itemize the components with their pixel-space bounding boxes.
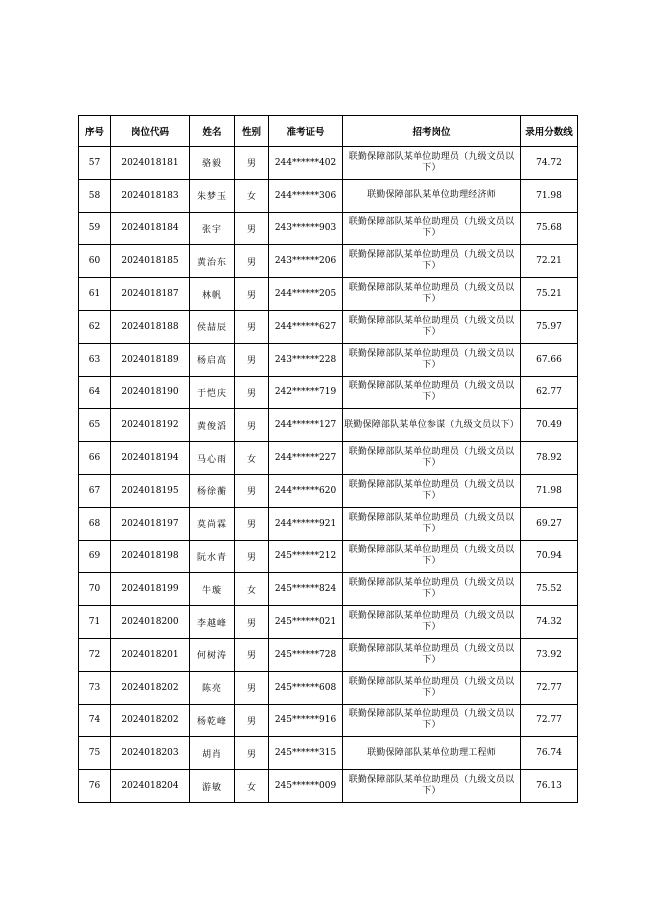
recruit-post-cell: 联勤保障部队某单位助理员（九级文员以下） — [343, 507, 521, 540]
gender-cell: 女 — [235, 179, 269, 212]
recruit-post-cell: 联勤保障部队某单位助理员（九级文员以下） — [343, 376, 521, 409]
recruit-post-cell: 联勤保障部队某单位助理员（九级文员以下） — [343, 245, 521, 278]
table-header-row — [79, 116, 578, 147]
post-code-cell: 2024018181 — [111, 147, 190, 180]
ticket-number-cell: 243******228 — [269, 343, 343, 376]
gender-cell: 男 — [235, 606, 269, 639]
recruit-post-cell: 联勤保障部队某单位助理工程师 — [343, 737, 521, 770]
score-cell: 73.92 — [521, 638, 578, 671]
score-cell: 75.52 — [521, 573, 578, 606]
serial-cell: 58 — [79, 179, 111, 212]
name-cell: 胡肖 — [190, 737, 235, 770]
ticket-number-cell: 244******127 — [269, 409, 343, 442]
table-row — [79, 376, 578, 409]
score-cell: 78.92 — [521, 442, 578, 475]
header-score-line: 录用分数线 — [521, 116, 578, 147]
post-code-cell: 2024018190 — [111, 376, 190, 409]
post-code-cell: 2024018189 — [111, 343, 190, 376]
table-row — [79, 343, 578, 376]
table-row — [79, 671, 578, 704]
recruit-post-cell: 联勤保障部队某单位助理员（九级文员以下） — [343, 671, 521, 704]
post-code-cell: 2024018203 — [111, 737, 190, 770]
gender-cell: 男 — [235, 278, 269, 311]
name-cell: 陈亮 — [190, 671, 235, 704]
ticket-number-cell: 244******921 — [269, 507, 343, 540]
table-row — [79, 573, 578, 606]
name-cell: 马心雨 — [190, 442, 235, 475]
name-cell: 林帆 — [190, 278, 235, 311]
name-cell: 阮水青 — [190, 540, 235, 573]
score-cell: 70.49 — [521, 409, 578, 442]
post-code-cell: 2024018197 — [111, 507, 190, 540]
table-row — [79, 606, 578, 639]
score-cell: 62.77 — [521, 376, 578, 409]
name-cell: 朱梦玉 — [190, 179, 235, 212]
gender-cell: 男 — [235, 310, 269, 343]
post-code-cell: 2024018185 — [111, 245, 190, 278]
ticket-number-cell: 245******021 — [269, 606, 343, 639]
serial-cell: 76 — [79, 770, 111, 803]
post-code-cell: 2024018202 — [111, 704, 190, 737]
gender-cell: 男 — [235, 704, 269, 737]
table-row — [79, 638, 578, 671]
table-row — [79, 278, 578, 311]
score-cell: 71.98 — [521, 474, 578, 507]
ticket-number-cell: 245******009 — [269, 770, 343, 803]
gender-cell: 男 — [235, 409, 269, 442]
name-cell: 牛璇 — [190, 573, 235, 606]
gender-cell: 女 — [235, 442, 269, 475]
table-row — [79, 310, 578, 343]
serial-cell: 60 — [79, 245, 111, 278]
gender-cell: 男 — [235, 638, 269, 671]
table-row — [79, 737, 578, 770]
name-cell: 于恺庆 — [190, 376, 235, 409]
recruit-post-cell: 联勤保障部队某单位助理员（九级文员以下） — [343, 540, 521, 573]
ticket-number-cell: 245******728 — [269, 638, 343, 671]
name-cell: 杨徐蘅 — [190, 474, 235, 507]
serial-cell: 67 — [79, 474, 111, 507]
serial-cell: 74 — [79, 704, 111, 737]
serial-cell: 71 — [79, 606, 111, 639]
gender-cell: 男 — [235, 737, 269, 770]
ticket-number-cell: 244******205 — [269, 278, 343, 311]
ticket-number-cell: 244******227 — [269, 442, 343, 475]
name-cell: 莫尚霖 — [190, 507, 235, 540]
post-code-cell: 2024018188 — [111, 310, 190, 343]
post-code-cell: 2024018183 — [111, 179, 190, 212]
gender-cell: 男 — [235, 507, 269, 540]
name-cell: 张宇 — [190, 212, 235, 245]
ticket-number-cell: 243******206 — [269, 245, 343, 278]
header-recruit-post: 招考岗位 — [343, 116, 521, 147]
serial-cell: 68 — [79, 507, 111, 540]
name-cell: 骆毅 — [190, 147, 235, 180]
table-row — [79, 212, 578, 245]
gender-cell: 男 — [235, 671, 269, 704]
ticket-number-cell: 244******306 — [269, 179, 343, 212]
post-code-cell: 2024018195 — [111, 474, 190, 507]
gender-cell: 男 — [235, 540, 269, 573]
recruit-post-cell: 联勤保障部队某单位助理员（九级文员以下） — [343, 442, 521, 475]
post-code-cell: 2024018187 — [111, 278, 190, 311]
gender-cell: 女 — [235, 573, 269, 606]
recruit-post-cell: 联勤保障部队某单位助理员（九级文员以下） — [343, 278, 521, 311]
post-code-cell: 2024018200 — [111, 606, 190, 639]
gender-cell: 男 — [235, 147, 269, 180]
score-cell: 69.27 — [521, 507, 578, 540]
post-code-cell: 2024018199 — [111, 573, 190, 606]
ticket-number-cell: 244******620 — [269, 474, 343, 507]
gender-cell: 男 — [235, 245, 269, 278]
gender-cell: 男 — [235, 212, 269, 245]
table-row — [79, 770, 578, 803]
serial-cell: 59 — [79, 212, 111, 245]
ticket-number-cell: 245******212 — [269, 540, 343, 573]
score-cell: 72.77 — [521, 671, 578, 704]
header-ticket-number: 准考证号 — [269, 116, 343, 147]
serial-cell: 63 — [79, 343, 111, 376]
serial-cell: 70 — [79, 573, 111, 606]
table-row — [79, 704, 578, 737]
serial-cell: 73 — [79, 671, 111, 704]
serial-cell: 65 — [79, 409, 111, 442]
recruit-post-cell: 联勤保障部队某单位助理经济师 — [343, 179, 521, 212]
table-row — [79, 179, 578, 212]
score-cell: 70.94 — [521, 540, 578, 573]
name-cell: 杨启高 — [190, 343, 235, 376]
name-cell: 黄治东 — [190, 245, 235, 278]
post-code-cell: 2024018192 — [111, 409, 190, 442]
serial-cell: 75 — [79, 737, 111, 770]
serial-cell: 62 — [79, 310, 111, 343]
serial-cell: 66 — [79, 442, 111, 475]
score-cell: 75.97 — [521, 310, 578, 343]
table-row — [79, 507, 578, 540]
name-cell: 何树涛 — [190, 638, 235, 671]
table-row — [79, 147, 578, 180]
name-cell: 黄俊滔 — [190, 409, 235, 442]
serial-cell: 61 — [79, 278, 111, 311]
score-cell: 75.21 — [521, 278, 578, 311]
ticket-number-cell: 245******315 — [269, 737, 343, 770]
gender-cell: 女 — [235, 770, 269, 803]
score-cell: 71.98 — [521, 179, 578, 212]
post-code-cell: 2024018198 — [111, 540, 190, 573]
recruit-post-cell: 联勤保障部队某单位助理员（九级文员以下） — [343, 147, 521, 180]
table-row — [79, 540, 578, 573]
gender-cell: 男 — [235, 376, 269, 409]
recruit-post-cell: 联勤保障部队某单位助理员（九级文员以下） — [343, 638, 521, 671]
name-cell: 李越峰 — [190, 606, 235, 639]
serial-cell: 64 — [79, 376, 111, 409]
post-code-cell: 2024018194 — [111, 442, 190, 475]
recruit-post-cell: 联勤保障部队某单位助理员（九级文员以下） — [343, 343, 521, 376]
serial-cell: 69 — [79, 540, 111, 573]
ticket-number-cell: 245******916 — [269, 704, 343, 737]
score-cell: 74.72 — [521, 147, 578, 180]
header-serial: 序号 — [79, 116, 111, 147]
ticket-number-cell: 245******608 — [269, 671, 343, 704]
header-gender: 性别 — [235, 116, 269, 147]
header-post-code: 岗位代码 — [111, 116, 190, 147]
recruit-post-cell: 联勤保障部队某单位助理员（九级文员以下） — [343, 704, 521, 737]
recruit-post-cell: 联勤保障部队某单位助理员（九级文员以下） — [343, 770, 521, 803]
score-cell: 76.74 — [521, 737, 578, 770]
table-row — [79, 245, 578, 278]
recruit-post-cell: 联勤保障部队某单位助理员（九级文员以下） — [343, 573, 521, 606]
ticket-number-cell: 243******903 — [269, 212, 343, 245]
name-cell: 杨乾峰 — [190, 704, 235, 737]
post-code-cell: 2024018202 — [111, 671, 190, 704]
name-cell: 游敏 — [190, 770, 235, 803]
recruit-post-cell: 联勤保障部队某单位助理员（九级文员以下） — [343, 474, 521, 507]
table-row — [79, 474, 578, 507]
recruit-post-cell: 联勤保障部队某单位参谋（九级文员以下） — [343, 409, 521, 442]
post-code-cell: 2024018201 — [111, 638, 190, 671]
table-row — [79, 442, 578, 475]
score-cell: 76.13 — [521, 770, 578, 803]
ticket-number-cell: 244******627 — [269, 310, 343, 343]
ticket-number-cell: 242******719 — [269, 376, 343, 409]
post-code-cell: 2024018204 — [111, 770, 190, 803]
ticket-number-cell: 244******402 — [269, 147, 343, 180]
table-row — [79, 409, 578, 442]
header-name: 姓名 — [190, 116, 235, 147]
gender-cell: 男 — [235, 474, 269, 507]
name-cell: 侯喆辰 — [190, 310, 235, 343]
serial-cell: 57 — [79, 147, 111, 180]
recruit-post-cell: 联勤保障部队某单位助理员（九级文员以下） — [343, 606, 521, 639]
score-cell: 72.77 — [521, 704, 578, 737]
gender-cell: 男 — [235, 343, 269, 376]
score-cell: 67.66 — [521, 343, 578, 376]
recruit-post-cell: 联勤保障部队某单位助理员（九级文员以下） — [343, 310, 521, 343]
score-cell: 75.68 — [521, 212, 578, 245]
recruit-post-cell: 联勤保障部队某单位助理员（九级文员以下） — [343, 212, 521, 245]
post-code-cell: 2024018184 — [111, 212, 190, 245]
serial-cell: 72 — [79, 638, 111, 671]
ticket-number-cell: 245******824 — [269, 573, 343, 606]
score-cell: 74.32 — [521, 606, 578, 639]
admission-table — [78, 115, 578, 803]
score-cell: 72.21 — [521, 245, 578, 278]
